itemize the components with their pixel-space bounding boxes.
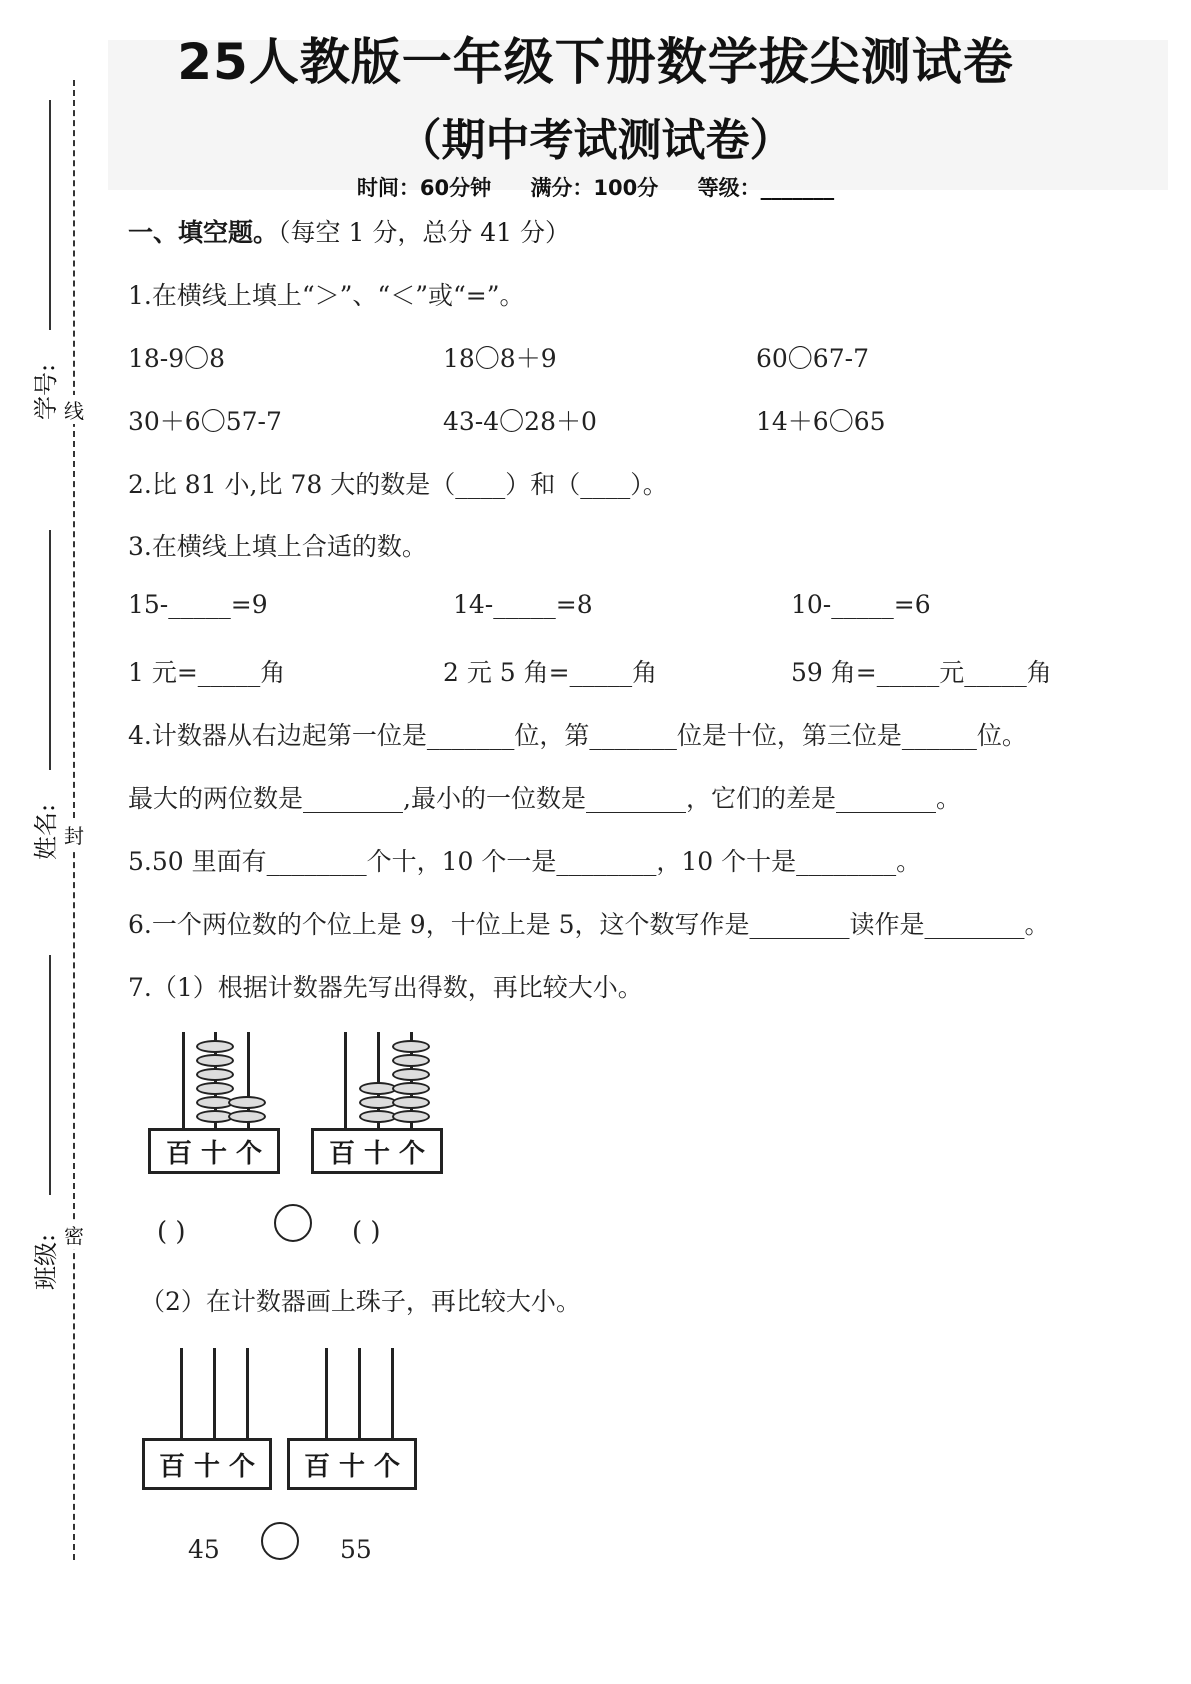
abacus-rod <box>213 1348 216 1440</box>
binding-line-char: 线 <box>64 395 84 424</box>
name-blank <box>49 530 51 770</box>
q7-answer-left: ( ) <box>157 1217 186 1247</box>
section-note: （每空 1 分，总分 41 分） <box>278 218 571 247</box>
abacus-bead <box>392 1082 430 1095</box>
abacus-place-label: 百 十 个 <box>311 1128 443 1174</box>
q1-item: 18-9〇8 <box>128 344 226 373</box>
section-title: 一、填空题。 <box>128 218 279 247</box>
class-blank <box>49 955 51 1195</box>
q3-item: 1 元=_____角 <box>128 658 286 687</box>
abacus-bead <box>392 1054 430 1067</box>
name-label: 姓名: <box>32 803 60 860</box>
class-label: 班级: <box>32 1233 60 1290</box>
q1-item: 60〇67-7 <box>756 344 869 373</box>
exam-score: 满分：100分 <box>530 176 659 200</box>
abacus-rod <box>246 1348 249 1440</box>
abacus-bead <box>392 1040 430 1053</box>
abacus-place-label: 百 十 个 <box>287 1438 417 1490</box>
q7-part2-prompt: （2）在计数器画上珠子，再比较大小。 <box>140 1287 581 1316</box>
abacus-bead <box>196 1054 234 1067</box>
abacus-bead <box>196 1068 234 1081</box>
q7-answer-right: ( ) <box>352 1217 381 1247</box>
q1-item: 18〇8＋9 <box>443 344 557 373</box>
abacus-bead <box>196 1082 234 1095</box>
q5-text: 5.50 里面有________个十，10 个一是________，10 个十是________。 <box>128 847 922 876</box>
abacus-rod <box>344 1032 347 1132</box>
compare-circle <box>261 1522 299 1560</box>
abacus-rod <box>391 1348 394 1440</box>
abacus-rod <box>358 1348 361 1440</box>
abacus-rod <box>325 1348 328 1440</box>
q4-line2: 最大的两位数是________,最小的一位数是________，它们的差是________。 <box>128 784 961 813</box>
abacus-rod <box>180 1348 183 1440</box>
abacus-rod <box>182 1032 185 1132</box>
abacus-bead <box>228 1096 266 1109</box>
abacus-bead <box>392 1068 430 1081</box>
page-title: 25人教版一年级下册数学拔尖测试卷 <box>177 33 1014 91</box>
q4-line1: 4.计数器从右边起第一位是_______位，第_______位是十位，第三位是______位。 <box>128 721 1027 750</box>
abacus-place-label: 百 十 个 <box>142 1438 272 1490</box>
q3-item: 2 元 5 角=_____角 <box>443 658 658 687</box>
page-subtitle: （期中考试测试卷） <box>397 115 794 166</box>
binding-secret-char: 密 <box>64 1220 84 1249</box>
q3-item: 59 角=_____元_____角 <box>791 658 1052 687</box>
q3-prompt: 3.在横线上填上合适的数。 <box>128 532 427 561</box>
abacus-place-label: 百 十 个 <box>148 1128 280 1174</box>
exam-time: 时间：60分钟 <box>356 176 492 200</box>
q1-prompt: 1.在横线上填上“＞”、“＜”或“=”。 <box>128 281 525 310</box>
q3-item: 15-_____=9 <box>128 590 268 619</box>
compare-circle <box>274 1204 312 1242</box>
student-id-blank <box>49 100 51 330</box>
q3-item: 10-_____=6 <box>791 590 931 619</box>
q3-item: 14-_____=8 <box>453 590 593 619</box>
binding-seal-char: 封 <box>64 820 84 849</box>
exam-meta <box>0 172 1191 202</box>
q1-item: 30＋6〇57-7 <box>128 407 282 436</box>
q7-part1-prompt: 7.（1）根据计数器先写出得数，再比较大小。 <box>128 973 643 1002</box>
q6-text: 6.一个两位数的个位上是 9，十位上是 5，这个数写作是________读作是________。 <box>128 910 1050 939</box>
q1-item: 14＋6〇65 <box>756 407 886 436</box>
q2-text: 2.比 81 小,比 78 大的数是（____）和（____）。 <box>128 470 668 499</box>
exam-grade: 等级：_______ <box>697 176 835 200</box>
compare-left-number: 45 <box>188 1535 220 1564</box>
abacus-bead <box>196 1040 234 1053</box>
abacus-bead <box>228 1110 266 1123</box>
section-heading <box>128 213 570 249</box>
abacus-bead <box>392 1096 430 1109</box>
student-id-label: 学号: <box>32 363 60 420</box>
compare-right-number: 55 <box>340 1535 372 1564</box>
abacus-bead <box>392 1110 430 1123</box>
q1-item: 43-4〇28＋0 <box>443 407 597 436</box>
